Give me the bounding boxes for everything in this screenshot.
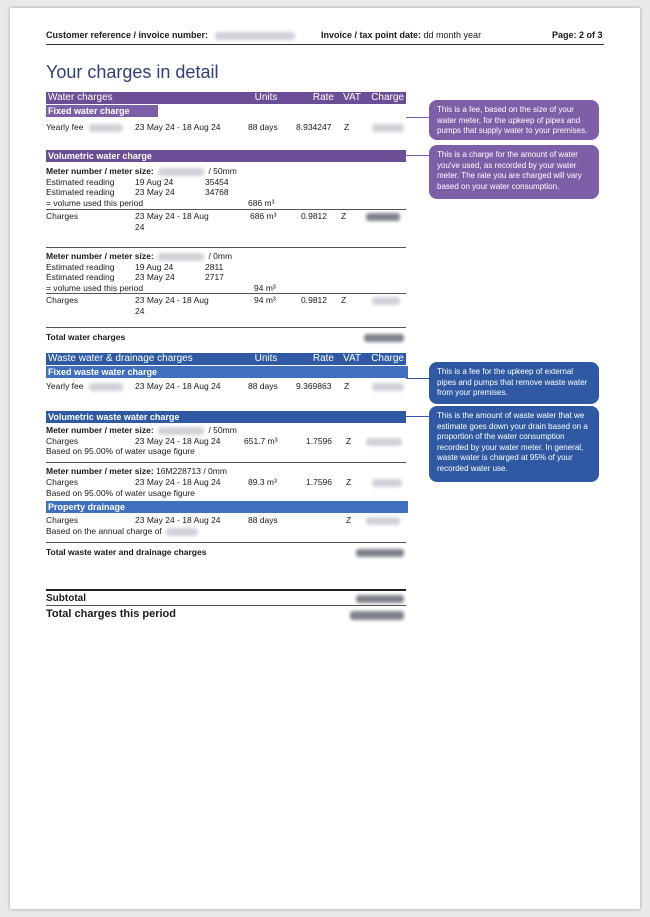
volumetric-waste-header	[46, 411, 406, 423]
customer-ref-value-redacted	[215, 32, 295, 40]
fixed-water-rate: 8.934247	[296, 122, 332, 132]
divider	[46, 542, 406, 543]
est-reading-value: 2717	[205, 272, 224, 282]
meter-number-redacted	[158, 168, 204, 176]
subtotal-redacted	[356, 595, 404, 603]
col-vat: VAT	[343, 92, 361, 103]
water-section-title: Water charges	[48, 92, 113, 103]
drainage-period: 23 May 24 - 18 Aug 24	[135, 515, 221, 525]
est-reading-value: 35454	[205, 177, 229, 187]
charges-period-cont: 24	[135, 222, 145, 232]
fixed-waste-header: Fixed waste water charge	[46, 366, 408, 378]
est-reading-date: 23 May 24	[135, 272, 175, 282]
total-charges-redacted	[350, 611, 404, 620]
fixed-waste-period: 23 May 24 - 18 Aug 24	[135, 381, 221, 391]
total-water-redacted	[364, 334, 404, 342]
callout-connector	[406, 117, 430, 118]
volume-value: 686 m³	[248, 198, 275, 208]
est-reading-label: Estimated reading	[46, 272, 115, 282]
drainage-vat: Z	[346, 515, 352, 525]
divider	[46, 462, 406, 463]
waste-section-title: Waste water & drainage charges	[48, 353, 193, 364]
yearly-fee-label: Yearly fee	[46, 122, 84, 132]
charges-rate: 0.9812	[301, 295, 327, 305]
charge-redacted	[366, 517, 400, 525]
meter-size: / 50mm	[208, 166, 237, 176]
est-reading-label: Estimated reading	[46, 177, 115, 187]
charges-label: Charges	[46, 295, 79, 305]
basis-note: Based on 95.00% of water usage figure	[46, 488, 195, 498]
divider	[46, 327, 406, 328]
page-label: Page:	[552, 30, 577, 40]
fixed-water-vat: Z	[344, 122, 350, 132]
charges-units: 94 m³	[254, 295, 276, 305]
fixed-water-charge-header: Fixed water charge	[46, 105, 158, 117]
fixed-water-charge-redacted	[372, 124, 404, 132]
fixed-waste-units: 88 days	[248, 381, 278, 391]
est-reading-value: 34768	[205, 187, 229, 197]
meter-size: / 50mm	[208, 425, 237, 435]
volumetric-water-header	[46, 150, 406, 162]
meter-ref-redacted	[89, 124, 123, 132]
col-charge: Charge	[371, 92, 404, 103]
property-drainage-header: Property drainage	[46, 501, 408, 513]
est-reading-date: 23 May 24	[135, 187, 175, 197]
total-water-label: Total water charges	[46, 332, 126, 342]
total-waste-redacted	[356, 549, 404, 557]
meter-number-redacted	[158, 427, 204, 435]
col-units: Units	[254, 353, 278, 364]
header-divider	[46, 44, 604, 45]
charges-units: 89.3 m³	[248, 477, 277, 487]
callout-volumetric-waste: This is the amount of waste water that we estimate goes down your drain based on a proportion of the water consumption recorded by your water meter. In general, waste water is charged at 95% of your recorded water use.	[429, 406, 599, 482]
divider	[46, 209, 406, 210]
volumetric-water-title: Volumetric water charge	[48, 151, 152, 161]
meter-size: / 0mm	[208, 251, 233, 261]
charges-period: 23 May 24 - 18 Aug 24	[135, 436, 221, 446]
drainage-units: 88 days	[248, 515, 278, 525]
est-reading-value: 2811	[205, 262, 224, 272]
charges-period: 23 May 24 - 18 Aug 24	[135, 477, 221, 487]
water-meter2-label	[46, 251, 232, 261]
total-divider	[46, 605, 406, 606]
callout-fixed-waste: This is a fee for the upkeep of external pipes and pumps that remove waste water from your premises.	[429, 362, 599, 404]
meter-label: Meter number / meter size:	[46, 466, 154, 476]
col-units: Units	[254, 92, 278, 103]
fixed-waste-rate: 9.369863	[296, 381, 332, 391]
page-value: 2 of 3	[579, 30, 603, 40]
volume-label: = volume used this period	[46, 198, 144, 208]
callout-fixed-water: This is a fee, based on the size of your water meter, for the upkeep of pipes and pumps that supply water to your premises.	[429, 100, 599, 140]
charges-vat: Z	[346, 436, 352, 446]
volume-label: = volume used this period	[46, 283, 144, 293]
callout-volumetric-water: This is a charge for the amount of water you've used, as recorded by your water meter. The rate you are charged will vary based on your water consumption.	[429, 145, 599, 199]
callout-connector	[406, 155, 430, 156]
charges-label: Charges	[46, 515, 79, 525]
divider	[46, 293, 406, 294]
charges-vat: Z	[341, 211, 347, 221]
meter-number-redacted	[158, 253, 204, 261]
charges-label: Charges	[46, 477, 79, 487]
meter-label: Meter number / meter size:	[46, 166, 154, 176]
waste-meter1-label	[46, 425, 237, 435]
yearly-fee-label: Yearly fee	[46, 381, 84, 391]
est-reading-label: Estimated reading	[46, 187, 115, 197]
est-reading-label: Estimated reading	[46, 262, 115, 272]
charges-vat: Z	[346, 477, 352, 487]
charges-vat: Z	[341, 295, 347, 305]
est-reading-date: 19 Aug 24	[135, 177, 174, 187]
drainage-basis-text: Based on the annual charge of	[46, 526, 162, 536]
charges-label: Charges	[46, 211, 79, 221]
charge-redacted	[372, 479, 402, 487]
total-charges-label: Total charges this period	[46, 608, 176, 620]
charges-rate: 0.9812	[301, 211, 327, 221]
meter-label: Meter number / meter size:	[46, 251, 154, 261]
fixed-waste-vat: Z	[344, 381, 350, 391]
charges-period: 23 May 24 - 18 Aug	[135, 211, 209, 221]
waste-yearly-fee-row	[46, 381, 123, 391]
fixed-water-period: 23 May 24 - 18 Aug 24	[135, 122, 221, 132]
charges-units: 651.7 m³	[244, 436, 278, 446]
subtotal-label: Subtotal	[46, 593, 86, 604]
meter-ref-redacted	[89, 383, 123, 391]
waste-water-header	[46, 353, 406, 365]
charges-units: 686 m³	[250, 211, 277, 221]
charges-period: 23 May 24 - 18 Aug	[135, 295, 209, 305]
volumetric-waste-title: Volumetric waste water charge	[48, 412, 180, 422]
invoice-date-value: dd month year	[423, 30, 482, 40]
callout-connector	[406, 416, 430, 417]
charges-rate: 1.7596	[306, 436, 332, 446]
fixed-waste-charge-redacted	[372, 383, 404, 391]
charges-rate: 1.7596	[306, 477, 332, 487]
est-reading-date: 19 Aug 24	[135, 262, 174, 272]
charges-period-cont: 24	[135, 306, 145, 316]
meter-label: Meter number / meter size:	[46, 425, 154, 435]
callout-connector	[406, 378, 430, 379]
page-title: Your charges in detail	[46, 62, 219, 82]
waste-meter2-label	[46, 466, 227, 476]
subtotal-divider	[46, 589, 406, 591]
drainage-basis	[46, 526, 198, 536]
annual-charge-redacted	[166, 528, 198, 536]
page-number	[552, 30, 603, 40]
col-vat: VAT	[343, 353, 361, 364]
volume-value: 94 m³	[254, 283, 276, 293]
invoice-date-label: Invoice / tax point date:	[321, 30, 422, 40]
yearly-fee-row	[46, 122, 123, 132]
water-charges-header	[46, 92, 406, 104]
meter-number-size: 16M228713 / 0mm	[156, 466, 227, 476]
basis-note: Based on 95.00% of water usage figure	[46, 446, 195, 456]
customer-ref-label: Customer reference / invoice number:	[46, 30, 209, 40]
total-waste-label: Total waste water and drainage charges	[46, 547, 207, 557]
invoice-date	[321, 30, 481, 40]
customer-reference	[46, 30, 295, 40]
col-rate: Rate	[312, 92, 334, 103]
charge-redacted	[372, 297, 400, 305]
charges-label: Charges	[46, 436, 79, 446]
water-meter1-label	[46, 166, 237, 176]
divider	[46, 247, 406, 248]
invoice-page	[10, 8, 640, 909]
col-rate: Rate	[312, 353, 334, 364]
fixed-water-units: 88 days	[248, 122, 278, 132]
charge-redacted	[366, 213, 400, 221]
col-charge: Charge	[371, 353, 404, 364]
charge-redacted	[366, 438, 402, 446]
